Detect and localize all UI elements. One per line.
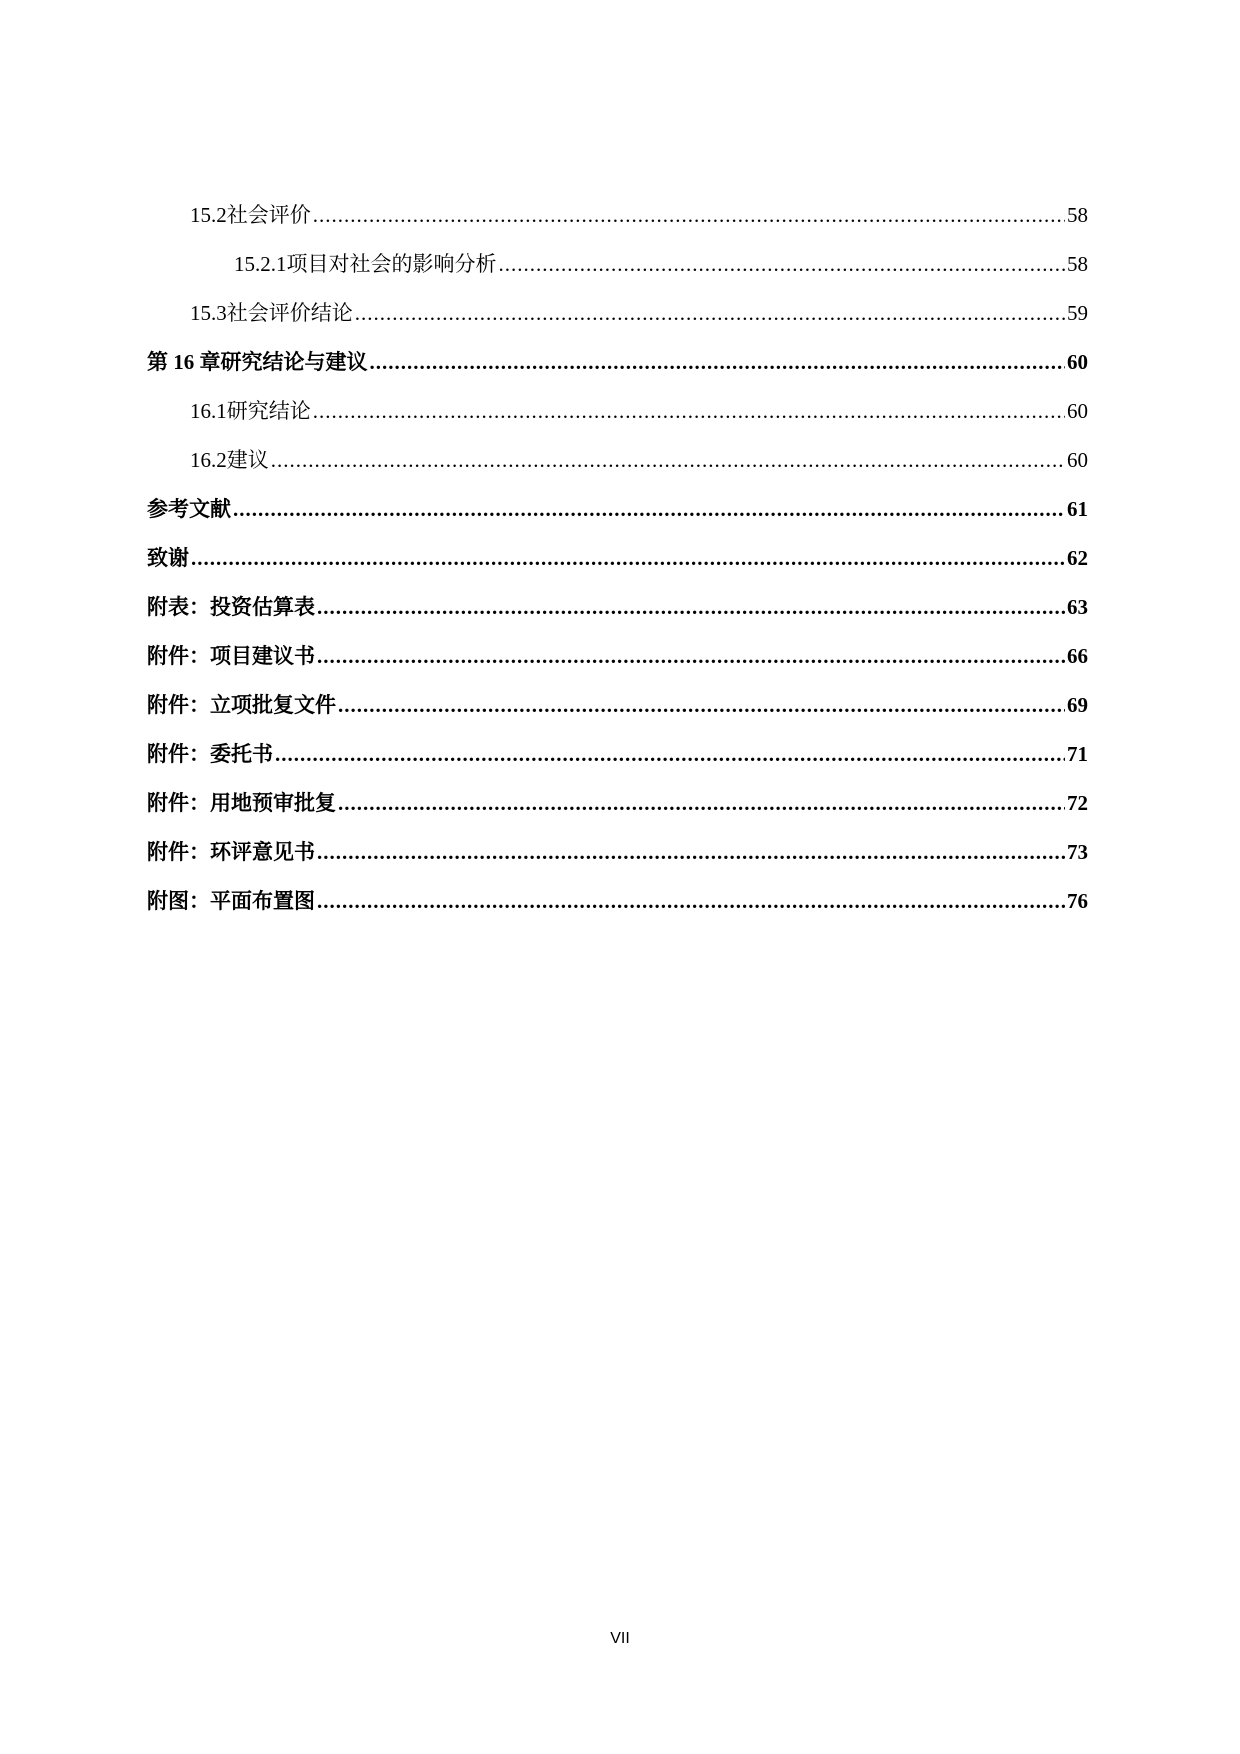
toc-leader (313, 200, 1065, 230)
toc-chapter-entry[interactable] (147, 347, 1088, 377)
toc-leader (317, 592, 1065, 622)
toc-leader (355, 298, 1065, 328)
toc-page: 61 (1067, 497, 1088, 521)
toc-page: 58 (1067, 252, 1088, 276)
toc-leader (317, 641, 1065, 671)
toc-title: 社会评价 (226, 203, 311, 227)
toc-title: 附件：立项批复文件 (147, 693, 336, 717)
toc-page: 76 (1067, 889, 1088, 913)
toc-chapter-entry[interactable] (147, 837, 1088, 867)
toc-chapter-entry[interactable] (147, 788, 1088, 818)
page-number: VII (610, 1630, 630, 1647)
toc-title: 研究结论 (226, 399, 311, 423)
toc-title: 附件：环评意见书 (147, 840, 315, 864)
toc-title: 参考文献 (147, 497, 231, 521)
toc-page: 59 (1067, 301, 1088, 325)
toc-leader (275, 739, 1065, 769)
toc-page: 73 (1067, 840, 1088, 864)
toc-chapter-entry[interactable] (147, 886, 1088, 916)
toc-title: 附件：委托书 (147, 742, 273, 766)
toc-title: 项目对社会的影响分析 (286, 252, 497, 276)
toc-leader (317, 837, 1065, 867)
toc-entry[interactable] (190, 396, 1088, 426)
toc-entry[interactable] (190, 200, 1088, 230)
toc-page: 62 (1067, 546, 1088, 570)
toc-entry[interactable] (190, 445, 1088, 475)
toc-page: 60 (1067, 448, 1088, 472)
toc-number: 致 (147, 546, 168, 570)
toc-leader (370, 347, 1066, 377)
toc-title: 附件：项目建议书 (147, 644, 315, 668)
toc-number: 15.2 (190, 203, 227, 227)
toc-entry[interactable] (190, 298, 1088, 328)
toc-page: 71 (1067, 742, 1088, 766)
toc-number: 15.3 (190, 301, 227, 325)
toc-page: 60 (1067, 399, 1088, 423)
toc-page: 60 (1067, 350, 1088, 374)
toc-number: 第 16 章 (147, 350, 221, 374)
toc-title: 谢 (168, 546, 189, 570)
toc-chapter-entry[interactable] (147, 494, 1088, 524)
toc-title: 建议 (226, 448, 269, 472)
toc-title: 社会评价结论 (226, 301, 353, 325)
toc-leader (191, 543, 1065, 573)
toc-chapter-entry[interactable] (147, 739, 1088, 769)
toc-page: 58 (1067, 203, 1088, 227)
toc-number: 16.2 (190, 448, 227, 472)
toc-title: 附表：投资估算表 (147, 595, 315, 619)
toc-title: 研究结论与建议 (220, 350, 368, 374)
toc-leader (313, 396, 1065, 426)
toc-leader (338, 788, 1065, 818)
toc-leader (317, 886, 1065, 916)
toc-chapter-entry[interactable] (147, 543, 1088, 573)
toc-leader (233, 494, 1065, 524)
toc-page: 66 (1067, 644, 1088, 668)
toc-title: 附图：平面布置图 (147, 889, 315, 913)
toc-page: 72 (1067, 791, 1088, 815)
toc-chapter-entry[interactable] (147, 641, 1088, 671)
toc-title: 附件：用地预审批复 (147, 791, 336, 815)
toc-page: 69 (1067, 693, 1088, 717)
toc-entry[interactable] (234, 249, 1088, 279)
toc-chapter-entry[interactable] (147, 592, 1088, 622)
toc-chapter-entry[interactable] (147, 690, 1088, 720)
toc-leader (271, 445, 1065, 475)
toc-leader (338, 690, 1065, 720)
toc-number: 15.2.1 (234, 252, 287, 276)
toc-page: 63 (1067, 595, 1088, 619)
toc-leader (499, 249, 1066, 279)
toc-number: 16.1 (190, 399, 227, 423)
